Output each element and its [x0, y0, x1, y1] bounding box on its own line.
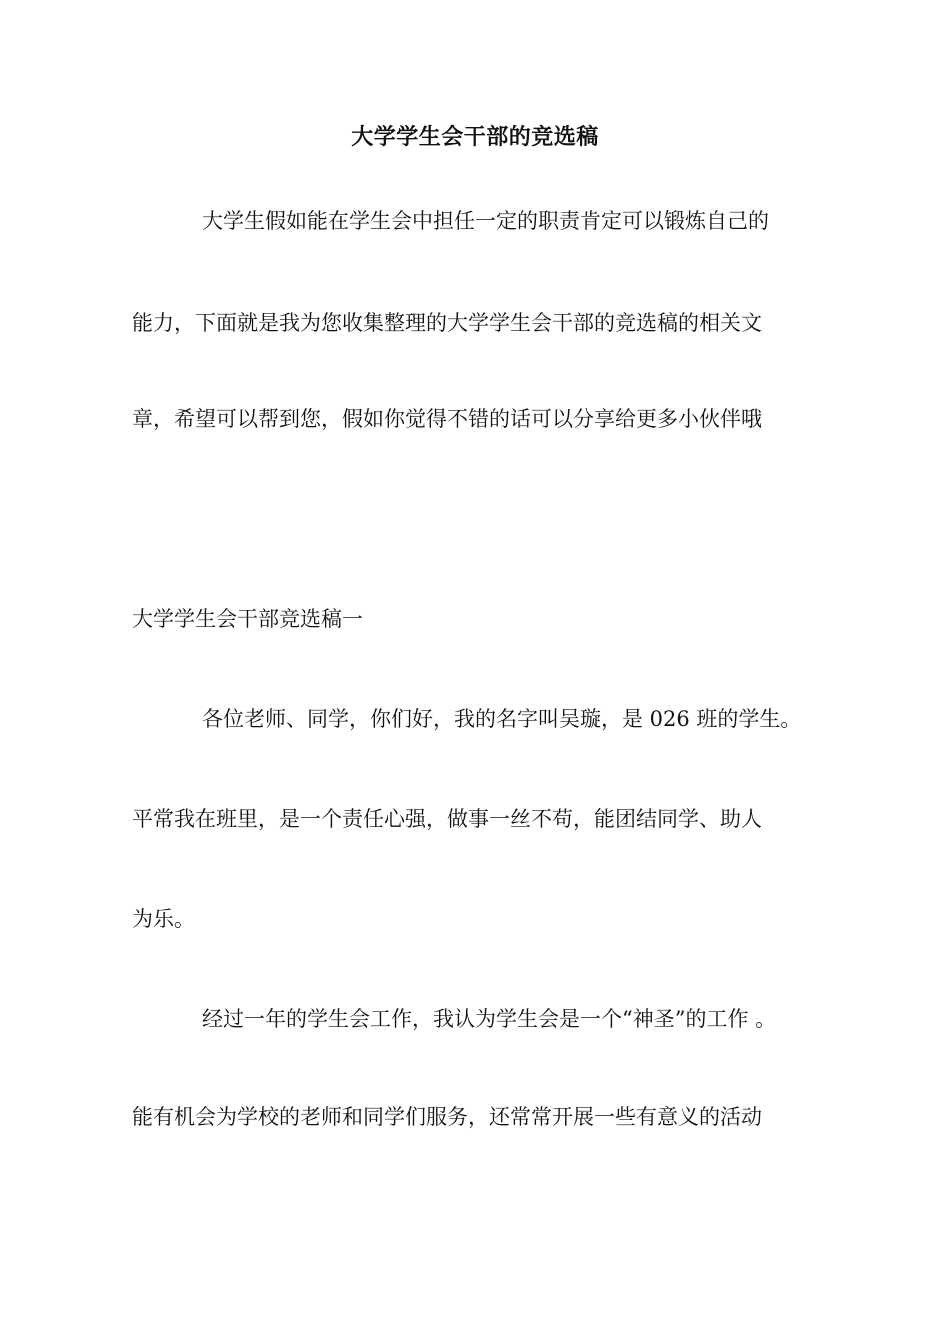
paragraph-line: 各位老师、同学，你们好，我的名字叫吴璇，是 026 班的学生。: [202, 707, 802, 731]
paragraph-line: 能有机会为学校的老师和同学们服务，还常常开展一些有意义的活动: [132, 1105, 762, 1129]
paragraph-line: 大学生假如能在学生会中担任一定的职责肯定可以锻炼自己的: [202, 209, 769, 233]
paragraph-line: 为乐。: [132, 907, 195, 931]
paragraph-line: 章，希望可以帮到您，假如你觉得不错的话可以分享给更多小伙伴哦: [132, 407, 762, 431]
section-heading: 大学学生会干部竞选稿一: [132, 607, 363, 631]
document-title: 大学学生会干部的竞选稿: [351, 125, 599, 150]
paragraph-line: 经过一年的学生会工作，我认为学生会是一个“神圣”的工作 。: [202, 1007, 777, 1031]
paragraph-line: 平常我在班里，是一个责任心强，做事一丝不苟，能团结同学、助人: [132, 807, 762, 831]
paragraph-line: 能力，下面就是我为您收集整理的大学学生会干部的竞选稿的相关文: [132, 311, 762, 335]
